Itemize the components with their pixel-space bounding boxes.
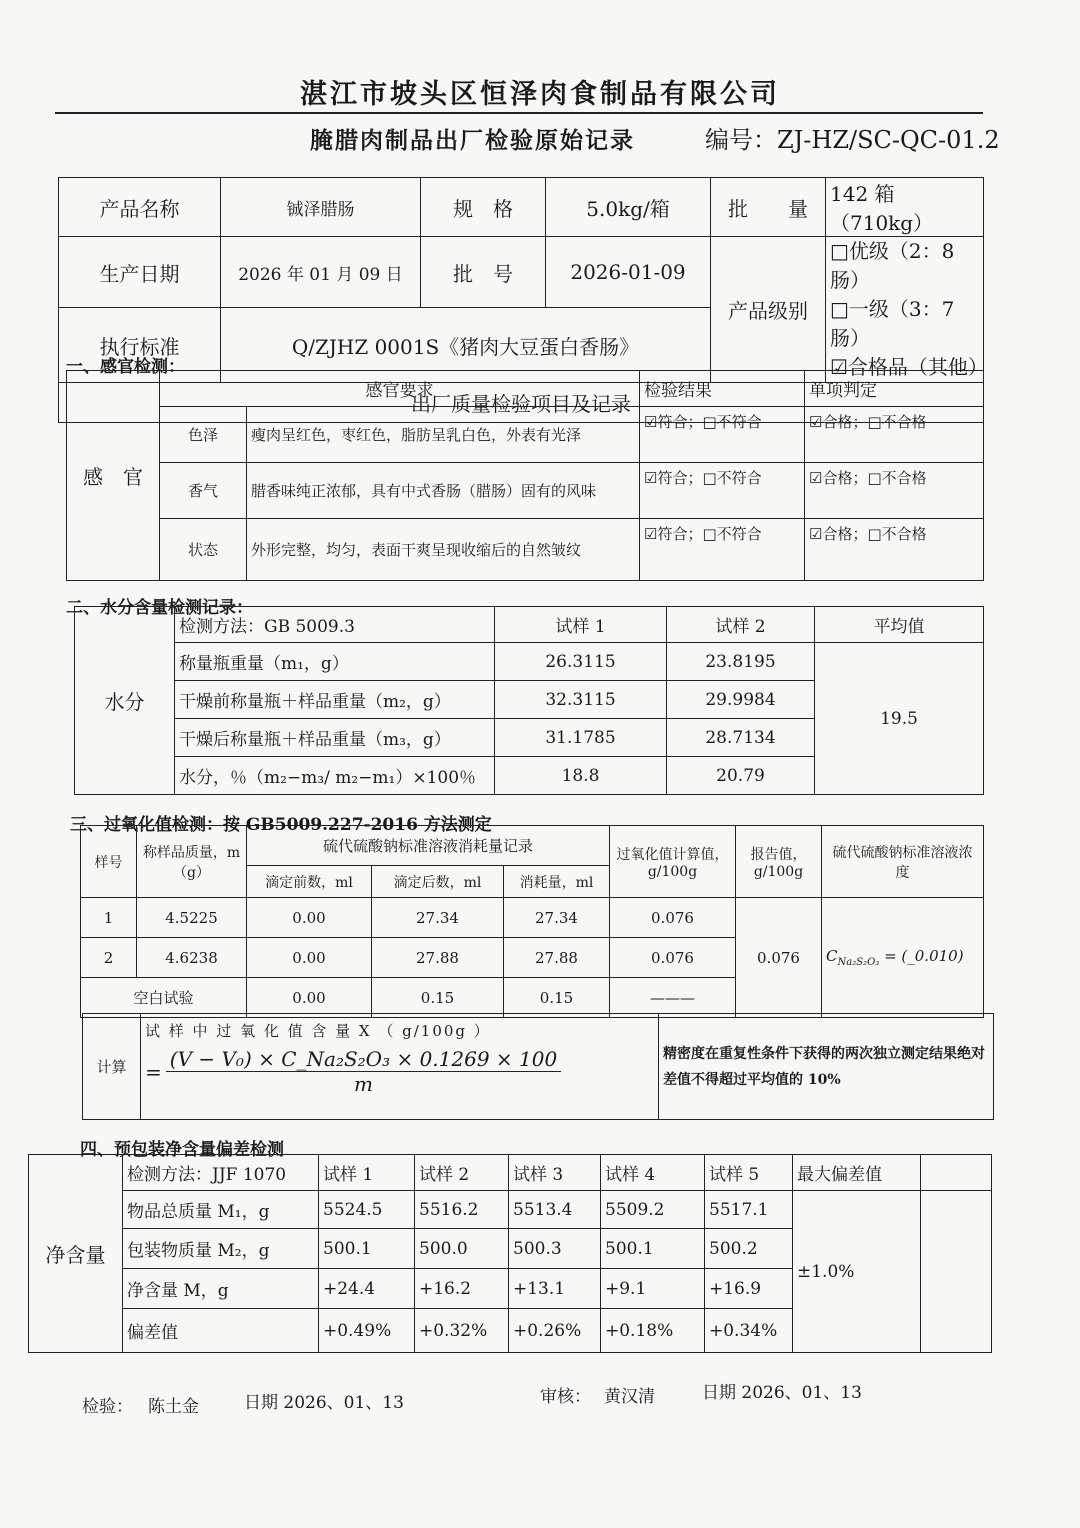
moisture-sample1-value: 26.3115 — [495, 643, 667, 681]
peroxide-calc: 0.076 — [610, 898, 736, 938]
sensory-result-header: 检验结果 — [640, 371, 805, 407]
net-sample-header: 试样 5 — [705, 1155, 793, 1191]
net-value: +0.49% — [319, 1309, 415, 1353]
reviewer-label: 审核： — [540, 1387, 591, 1407]
moisture-row-label: 干燥前称量瓶＋样品重量（m₂，g） — [175, 681, 495, 719]
peroxide-end: 27.88 — [372, 938, 504, 978]
moisture-row-label: 水分，％（m₂−m₃/ m₂−m₁）×100％ — [175, 757, 495, 795]
sensory-item: 状态 — [160, 519, 247, 581]
peroxide-concentration — [822, 898, 984, 1018]
formula-fraction — [166, 1047, 561, 1096]
grade-option-premium: □优级（2：8 肠） — [830, 239, 955, 292]
peroxide-blank-calc: ——— — [610, 978, 736, 1018]
net-value: 5524.5 — [319, 1191, 415, 1229]
moisture-sample1-value: 31.1785 — [495, 719, 667, 757]
net-sample-header: 试样 2 — [415, 1155, 509, 1191]
batch-qty-value: 142 箱（710kg） — [826, 178, 984, 237]
inspector-label: 检验： — [82, 1397, 133, 1417]
peroxide-report-value: 0.076 — [736, 898, 822, 1018]
moisture-row-label: 干燥后称量瓶＋样品重量（m₃，g） — [175, 719, 495, 757]
net-sample-header: 试样 4 — [601, 1155, 705, 1191]
net-row-label: 物品总质量 M₁，g — [123, 1191, 319, 1229]
moisture-sample1-value: 18.8 — [495, 757, 667, 795]
net-value: +0.26% — [509, 1309, 601, 1353]
calc-formula — [141, 1014, 659, 1120]
moisture-sample2-value: 28.7134 — [667, 719, 815, 757]
conc-symbol: $C_{Na_2S_2O_3}$ — [826, 947, 880, 968]
net-value: +0.34% — [705, 1309, 793, 1353]
net-sample-header: 试样 3 — [509, 1155, 601, 1191]
sensory-result: ☑符合；□不符合 — [640, 463, 805, 519]
grade-option-first: □一级（3：7 肠） — [830, 297, 955, 350]
document-title: 腌腊肉制品出厂检验原始记录 — [310, 127, 635, 154]
sensory-judgement: ☑合格；□不合格 — [805, 463, 984, 519]
net-row-label: 偏差值 — [123, 1309, 319, 1353]
sensory-req-header: 感官要求 — [160, 371, 640, 407]
peroxide-start: 0.00 — [247, 898, 372, 938]
grade-options — [826, 237, 988, 383]
net-content-heading: 四、预包装净含量偏差检测 — [80, 1140, 284, 1160]
header-rule — [55, 112, 983, 114]
net-row — [29, 1191, 992, 1229]
peroxide-calculation-table — [82, 1013, 994, 1120]
precision-note: 精密度在重复性条件下获得的两次独立测定结果绝对差值不得超过平均值的 10% — [659, 1014, 994, 1120]
peroxide-heading: 三、过氧化值检测：按 GB5009.227-2016 方法测定 — [70, 815, 492, 835]
peroxide-no: 1 — [81, 898, 137, 938]
moisture-row-label: 称量瓶重量（m₁，g） — [175, 643, 495, 681]
peroxide-blank-label: 空白试验 — [81, 978, 247, 1018]
moisture-row — [75, 643, 984, 681]
moisture-sample2-value: 23.8195 — [667, 643, 815, 681]
sensory-row — [67, 463, 984, 519]
sensory-requirement: 外形完整，均匀，表面干爽呈现收缩后的自然皱纹 — [247, 519, 640, 581]
peroxide-mass: 4.5225 — [137, 898, 247, 938]
peroxide-start: 0.00 — [247, 938, 372, 978]
document-code: 编号：ZJ-HZ/SC-QC-01.2 — [705, 126, 1000, 154]
product-name-label: 产品名称 — [59, 178, 221, 237]
peroxide-blank-used: 0.15 — [504, 978, 610, 1018]
net-value: +16.2 — [415, 1269, 509, 1309]
moisture-group-label: 水分 — [75, 607, 175, 795]
formula — [145, 1047, 654, 1096]
product-name-value: 铖泽腊肠 — [221, 178, 421, 237]
moisture-method: 检测方法：GB 5009.3 — [175, 607, 495, 643]
net-content-table — [28, 1154, 992, 1353]
conc-value: = (_0.010) — [884, 947, 964, 965]
peroxide-used: 27.34 — [504, 898, 610, 938]
peroxide-no-header: 样号 — [81, 826, 137, 898]
sensory-table — [66, 370, 984, 581]
formula-denominator: m — [354, 1072, 373, 1096]
standard-label: 执行标准 — [59, 308, 221, 383]
peroxide-end-header: 滴定后数，ml — [372, 866, 504, 898]
sensory-judge-header: 单项判定 — [805, 371, 984, 407]
peroxide-mass-header: 称样品质量，m（g） — [137, 826, 247, 898]
net-max-header: 最大偏差值 — [793, 1155, 921, 1191]
net-content-group-label: 净含量 — [29, 1155, 123, 1353]
moisture-sample1-value: 32.3115 — [495, 681, 667, 719]
peroxide-end: 27.34 — [372, 898, 504, 938]
lot-label: 批 号 — [421, 237, 546, 308]
net-value: +24.4 — [319, 1269, 415, 1309]
sensory-judgement: ☑合格；□不合格 — [805, 407, 984, 463]
peroxide-conc-header: 硫代硫酸钠标准溶液浓度 — [822, 826, 984, 898]
formula-title: 试 样 中 过 氧 化 值 含 量 X （ g/100g ） — [145, 1022, 491, 1040]
lot-value: 2026-01-09 — [546, 237, 711, 308]
sensory-item: 色泽 — [160, 407, 247, 463]
grade-label: 产品级别 — [711, 237, 826, 383]
sensory-row — [67, 407, 984, 463]
net-value: 5516.2 — [415, 1191, 509, 1229]
net-value: 500.1 — [601, 1229, 705, 1269]
peroxide-titration-header: 硫代硫酸钠标准溶液消耗量记录 — [247, 826, 610, 866]
sensory-row — [67, 519, 984, 581]
net-value: 500.1 — [319, 1229, 415, 1269]
net-value: 500.2 — [705, 1229, 793, 1269]
peroxide-blank-end: 0.15 — [372, 978, 504, 1018]
inspector-name: 陈土金 — [148, 1397, 199, 1417]
net-value: 500.0 — [415, 1229, 509, 1269]
peroxide-no: 2 — [81, 938, 137, 978]
formula-equals: = — [145, 1059, 162, 1084]
net-value: 5513.4 — [509, 1191, 601, 1229]
moisture-sample2-value: 29.9984 — [667, 681, 815, 719]
moisture-sample2-header: 试样 2 — [667, 607, 815, 643]
standard-value: Q/ZJHZ 0001S《猪肉大豆蛋白香肠》 — [221, 308, 711, 383]
peroxide-row — [81, 898, 984, 938]
peroxide-calc: 0.076 — [610, 938, 736, 978]
grade-option-qualified: ☑合格品（其他） — [830, 355, 988, 379]
moisture-sample2-value: 20.79 — [667, 757, 815, 795]
moisture-heading: 二、水分含量检测记录： — [66, 598, 253, 618]
quality-section-title: 出厂质量检验项目及记录 — [59, 383, 984, 423]
moisture-table — [74, 606, 984, 795]
net-value: 5509.2 — [601, 1191, 705, 1229]
peroxide-blank-start: 0.00 — [247, 978, 372, 1018]
batch-qty-label: 批 量 — [711, 178, 826, 237]
peroxide-table — [80, 825, 984, 1018]
sensory-result: ☑符合；□不符合 — [640, 519, 805, 581]
net-value: +0.32% — [415, 1309, 509, 1353]
peroxide-report-header: 报告值，g/100g — [736, 826, 822, 898]
spec-value: 5.0kg/箱 — [546, 178, 711, 237]
net-row-label: 包装物质量 M₂，g — [123, 1229, 319, 1269]
review-date: 日期 2026、01、13 — [702, 1383, 862, 1403]
reviewer-name: 黄汉清 — [604, 1387, 655, 1407]
peroxide-calc-header: 过氧化值计算值，g/100g — [610, 826, 736, 898]
sensory-group-label: 感 官 — [67, 371, 160, 581]
sensory-judgement: ☑合格；□不合格 — [805, 519, 984, 581]
net-empty-cell — [921, 1155, 992, 1191]
net-value: +9.1 — [601, 1269, 705, 1309]
moisture-average-header: 平均值 — [815, 607, 984, 643]
peroxide-used-header: 消耗量，ml — [504, 866, 610, 898]
spec-label: 规 格 — [421, 178, 546, 237]
net-row-label: 净含量 M，g — [123, 1269, 319, 1309]
inspection-date: 日期 2026、01、13 — [244, 1393, 404, 1413]
company-name: 湛江市坡头区恒泽肉食制品有限公司 — [300, 79, 780, 110]
net-empty-cell — [921, 1191, 992, 1353]
net-value: +0.18% — [601, 1309, 705, 1353]
net-value: +16.9 — [705, 1269, 793, 1309]
moisture-average-value: 19.5 — [815, 643, 984, 795]
net-value: +13.1 — [509, 1269, 601, 1309]
calc-label: 计算 — [83, 1014, 141, 1120]
sensory-requirement: 瘦肉呈红色，枣红色，脂肪呈乳白色，外表有光泽 — [247, 407, 640, 463]
sensory-result: ☑符合；□不符合 — [640, 407, 805, 463]
peroxide-start-header: 滴定前数，ml — [247, 866, 372, 898]
sensory-item: 香气 — [160, 463, 247, 519]
production-date-label: 生产日期 — [59, 237, 221, 308]
sensory-requirement: 腊香味纯正浓郁，具有中式香肠（腊肠）固有的风味 — [247, 463, 640, 519]
peroxide-used: 27.88 — [504, 938, 610, 978]
moisture-sample1-header: 试样 1 — [495, 607, 667, 643]
formula-numerator: (V − V₀) × C_Na₂S₂O₃ × 0.1269 × 100 — [166, 1047, 561, 1072]
net-content-method: 检测方法：JJF 1070 — [123, 1155, 319, 1191]
sensory-heading: 一、感官检测： — [66, 357, 185, 377]
net-sample-header: 试样 1 — [319, 1155, 415, 1191]
net-max-value: ±1.0% — [793, 1191, 921, 1353]
production-date-value: 2026 年 01 月 09 日 — [221, 237, 421, 308]
net-value: 500.3 — [509, 1229, 601, 1269]
net-value: 5517.1 — [705, 1191, 793, 1229]
peroxide-mass: 4.6238 — [137, 938, 247, 978]
